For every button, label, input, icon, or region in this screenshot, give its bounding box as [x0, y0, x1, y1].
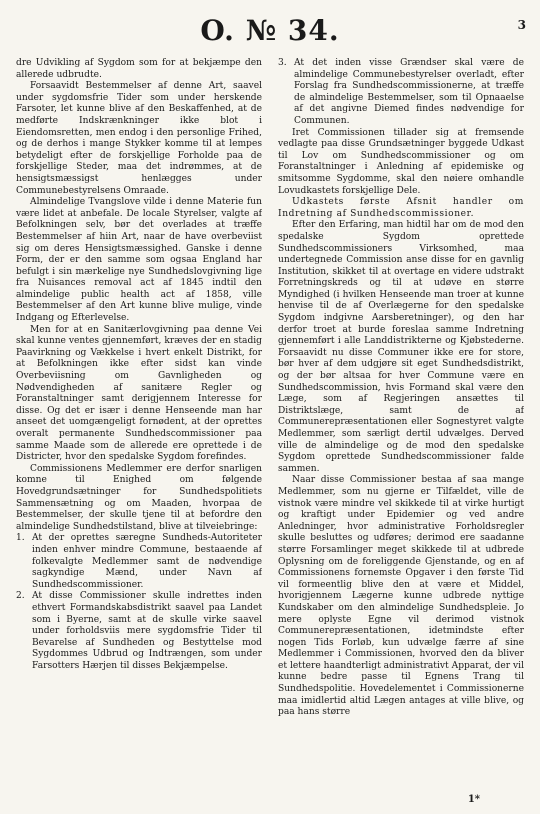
paragraph: dre Udvikling af Sygdom som for at bekjæmpe den allerede udbrudte. — [16, 58, 262, 80]
paragraph: Almindelige Tvangslove vilde i denne Materie fun være lidet at anbefale. De locale Styrelser, valgte af Befolkningen selv, bør det overlades at træffe Bestemmelser af hiin Art, naar de have overbeviist sig om deres Hensigtsmæssighed. Ganske i denne Form, der er den samme som ogsaa England har befulgt i sin mærkelige nye Sundhedslovgivning lige fra Nuisances removal act af 1845 indtil den almindelige public health act af 1858, ville Bestemmelser af den Art kunne blive mulige, vinde Indgang og Efterlevelse. — [16, 197, 262, 324]
left-column — [16, 58, 262, 796]
paragraph: Iret Commissionen tillader sig at fremsende vedlagte paa disse Grundsætninger byggede Udkast til Lov om Sundhedscommissioner og om Foranstaltninger i Anledning af epidemiske og smitsomme Sygdomme, skal den nøiere omhandle Lovudkastets forskjellige Dele. — [278, 127, 524, 196]
page-number: 3 — [517, 18, 526, 32]
list-item-text: At der oprettes særegne Sundheds-Autoriteter inden enhver mindre Commune, bestaaende af folkevalgte Medlemmer samt de nødvendige sagkyndige Mænd, under Navn af Sundhedscommissioner. — [32, 533, 262, 590]
list-item-number: 2. — [16, 591, 25, 602]
section-heading: Udkastets første Afsnit handler om Indretning af Sundhedscommissioner. — [278, 197, 524, 219]
text-columns — [16, 58, 524, 796]
paragraph: Commissionens Medlemmer ere derfor snarligen komne til Enighed om følgende Hovedgrundsætninger for Sundhedspolitiets Sammensætning og om Maaden, hvorpaa de Bestemmelser, der skulle tjene til at befordre den almindelige Sundhedstilstand, blive at tilveiebringe: — [16, 463, 262, 532]
list-item — [16, 533, 262, 591]
paragraph: Naar disse Commissioner bestaa af saa mange Medlemmer, som nu gjerne er Tilfældet, ville de vistnok være mindre vel skikkede til at virke hurtigt og kraftigt under Epidemier og ved andre Anledninger, hvor administrative Forholdsregler skulle besluttes og udføres; derimod ere saadanne større Forsamlinger meget skikkede til at udbrede Oplysning om de foreliggende Gjenstande, og en af Commissionens fornemste Opgaver i den første Tid vil formeentlig blive den at være et Middel, hvorigjennem Lægerne kunne udbrede nyttige Kundskaber om den almindelige Sundhedspleie. Jo mere oplyste Egne vil derimod vistnok Communerepræsentationen, idetmindste efter nogen Tids Forløb, kun udvælge færre af sine Medlemmer i Commissionen, hvorved den da bliver et lettere haandterligt administrativt Apparat, der vil kunne bedre passe til Egnens Trang til Sundhedspolitie. Hovedelementet i Commissionerne maa imidlertid altid Lægen antages at ville blive, og paa hans større — [278, 475, 524, 718]
paragraph: Forsaavidt Bestemmelser af denne Art, saavel under sygdomsfrie Tider som under herskende Farsoter, let kunne blive af den Beskaffenhed, at de medførte Indskrænkninger ikke blot i Eiendomsretten, men endog i den personlige Frihed, og de derhos i mange Stykker komme til at lempes betydeligt efter de forskjellige Forholde paa de forskjellige Steder, maa det indrømmes, at de hensigtsmæssigst henlægges under Communebestyrelsens Omraade. — [16, 81, 262, 196]
list-item-text: At det inden visse Grændser skal være de almindelige Communebestyrelser overladt, efter Forslag fra Sundhedscommissionerne, at træffe de almindelige Bestemmelser, som til Opnaaelse af det angivne Diemed findes nødvendige for Communen. — [294, 58, 524, 126]
signature-mark: 1* — [467, 794, 480, 805]
page-header — [0, 14, 540, 54]
issue-title: O. № 34. — [200, 14, 340, 47]
list-item — [16, 591, 262, 672]
list-item — [278, 58, 524, 128]
right-column — [278, 58, 524, 796]
list-item-number: 3. — [278, 58, 287, 68]
paragraph: Efter den Erfaring, man hidtil har om de mod den spedalske Sygdom oprettede Sundhedscommissioners Virksomhed, maa undertegnede Commission anse disse for en gavnlig Institution, skikket til at overtage en videre udstrakt Forretningskreds og til at udøve en større Myndighed (i hvilken Henseende man troer at kunne henvise til de af Overlægerne for den spedalske Sygdom indgivne Aarsberetninger), og den har derfor troet at burde foreslaa samme Indretning gjennemført i alle Landdistrikterne og Kjøbstederne. Forsaavidt nu disse Communer ikke ere for store, bør hver af dem udgjøre sit eget Sundhedsdistrikt, og der bør altsaa for hver Commune være en Sundhedscommission, hvis Formand skal være den Læge, som af Regjeringen ansættes til Distriktslæge, samt de af Communerepræsentationen eller Sognestyret valgte Medlemmer, som særligt dertil udvælges. Derved ville de almindelige og de mod den spedalske Sygdom oprettede Sundhedscommissioner falde sammen. — [278, 220, 524, 474]
paragraph: Men for at en Sanitærlovgivning paa denne Vei skal kunne ventes gjennemført, kræves der en stadig Paavirkning og Vækkelse i hvert enkelt Distrikt, for at Befolkningen ikke efter sidst kan vinde Overbeviisning om Gavnligheden og Nødvendigheden af sanitære Regler og Foranstaltninger samt derigjennem Interesse for disse. Og det er især i denne Henseende man har anseet det uomgængeligt fornødent, at der oprettes overalt permanente Sundhedscommissioner paa samme Maade som de allerede ere oprettede i de Districter, hvor den spedalske Sygdom forefindes. — [16, 324, 262, 463]
list-item-text: At disse Commissioner skulle indrettes inden ethvert Formandskabsdistrikt saavel paa Landet som i Byerne, samt at de skulle virke saavel under forholdsviis mere sygdomsfrie Tider til Bevarelse af Sundheden og Bestyttelse mod Sygdommes Udbrud og Indtrængen, som under Farsotters Hærjen til disses Bekjæmpelse. — [32, 591, 262, 671]
list-item-number: 1. — [16, 533, 25, 544]
